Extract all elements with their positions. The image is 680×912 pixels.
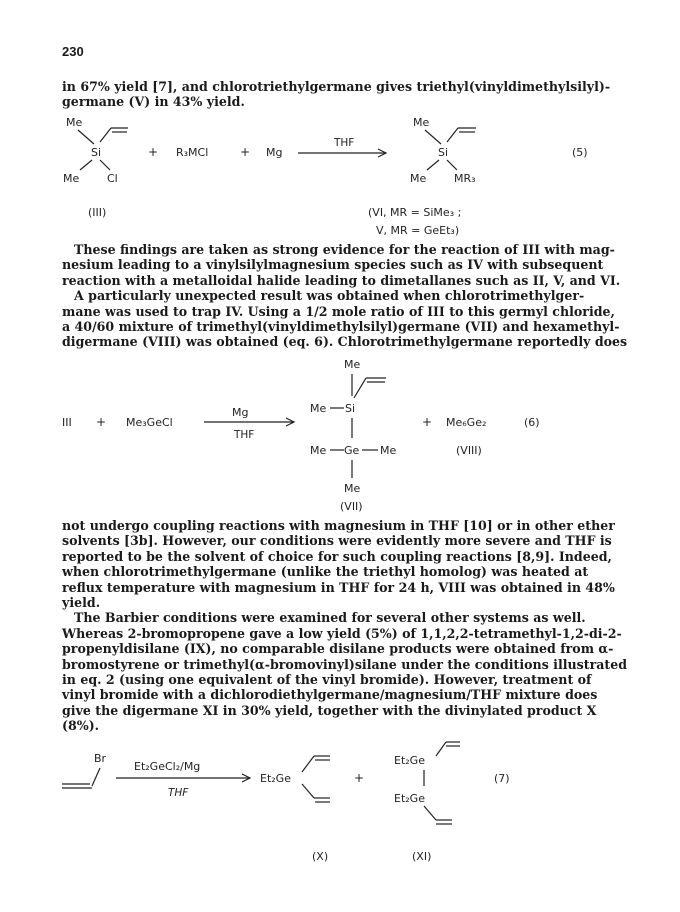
br-label: Br bbox=[94, 752, 107, 765]
me-label: Me bbox=[66, 116, 83, 129]
compound-label-viii: (VIII) bbox=[456, 444, 482, 457]
thf-label: THF bbox=[334, 137, 355, 149]
si-label: Si bbox=[345, 402, 356, 415]
text-line: a 40/60 mixture of trimethyl(vinyldimethylsilyl)germane (VII) and hexamethyl- bbox=[62, 319, 620, 335]
text-line: reaction with a metalloidal halide leading to dimetallanes such as II, V, and VI. bbox=[62, 272, 621, 288]
me-label: Me bbox=[310, 444, 327, 457]
si-label: Si bbox=[91, 146, 102, 159]
plus-sign: + bbox=[148, 145, 159, 159]
equation-7 bbox=[0, 740, 680, 880]
mr3-label: MR₃ bbox=[454, 172, 476, 185]
text-line: reflux temperature with magnesium in THF for 24 h, VIII was obtained in 48% bbox=[62, 579, 615, 595]
plus-sign: + bbox=[240, 145, 251, 159]
thf-label: THF bbox=[234, 429, 255, 441]
me-label: Me bbox=[63, 172, 80, 185]
text-line: Whereas 2-bromopropene gave a low yield (5%) of 1,1,2,2-tetramethyl-1,2-di-2- bbox=[62, 625, 622, 641]
mg-label: Mg bbox=[232, 406, 249, 419]
me-label: Me bbox=[410, 172, 427, 185]
compound-label-xi: (XI) bbox=[412, 850, 432, 863]
paragraph-findings bbox=[62, 242, 628, 350]
compound-label-vi: (VI, MR = SiMe₃ ; bbox=[368, 206, 462, 219]
text-line: nesium leading to a vinylsilylmagnesium species such as IV with subsequent bbox=[62, 257, 604, 273]
compound-label-v: V, MR = GeEt₃) bbox=[376, 224, 460, 237]
text-line: in eq. 2 (using one equivalent of the vinyl bromide). However, treatment of bbox=[62, 672, 592, 688]
text-line: when chlorotrimethylgermane (unlike the triethyl homolog) was heated at bbox=[62, 564, 589, 580]
text-line: in 67% yield [7], and chlorotriethylgermane gives triethyl(vinyldimethylsilyl)- bbox=[62, 79, 611, 94]
page-number: 230 bbox=[62, 44, 84, 59]
me-label: Me bbox=[344, 358, 361, 371]
me3gecl-label: Me₃GeCl bbox=[126, 416, 173, 429]
compound-label-x: (X) bbox=[312, 850, 329, 863]
text-line: vinyl bromide with a dichlorodiethylgermane/magnesium/THF mixture does bbox=[62, 687, 598, 703]
iii-label: III bbox=[62, 416, 72, 429]
text-line: These findings are taken as strong evidence for the reaction of III with mag- bbox=[74, 242, 615, 257]
text-line: reported to be the solvent of choice for such coupling reactions [8,9]. Indeed, bbox=[62, 548, 612, 564]
plus-sign: + bbox=[354, 771, 365, 785]
cl-label: Cl bbox=[107, 172, 118, 185]
et2ge-label: Et₂Ge bbox=[394, 754, 425, 767]
r3mcl-label: R₃MCl bbox=[176, 146, 209, 159]
et2ge-label: Et₂Ge bbox=[260, 772, 291, 785]
plus-sign: + bbox=[422, 415, 433, 429]
text-line: yield. bbox=[62, 595, 101, 611]
me-label: Me bbox=[380, 444, 397, 457]
plus-sign: + bbox=[96, 415, 107, 429]
text-line: give the digermane XI in 30% yield, together with the divinylated product X bbox=[62, 702, 597, 718]
equation-6 bbox=[0, 354, 680, 514]
me-label: Me bbox=[413, 116, 430, 129]
si-label: Si bbox=[438, 146, 449, 159]
compound-label-vii: (VII) bbox=[340, 500, 363, 513]
equation-number: (6) bbox=[524, 416, 540, 429]
me-label: Me bbox=[310, 402, 327, 415]
text-line: mane was used to trap IV. Using a 1/2 mole ratio of III to this germyl chloride, bbox=[62, 303, 615, 319]
equation-5 bbox=[0, 112, 680, 240]
text-line: bromostyrene or trimethyl(α-bromovinyl)silane under the conditions illustrated bbox=[62, 656, 628, 672]
ge-label: Ge bbox=[344, 444, 360, 457]
me-label: Me bbox=[344, 482, 361, 495]
text-line: not undergo coupling reactions with magnesium in THF [10] or in other ether bbox=[62, 518, 615, 533]
reagent-label: Et₂GeCl₂/Mg bbox=[134, 760, 201, 773]
text-line: solvents [3b]. However, our conditions were evidently more severe and THF is bbox=[62, 533, 612, 549]
equation-number: (7) bbox=[494, 772, 510, 785]
text-line: The Barbier conditions were examined for several other systems as well. bbox=[74, 610, 586, 626]
paragraph-intro bbox=[62, 79, 622, 110]
text-line: digermane (VIII) was obtained (eq. 6). Chlorotrimethylgermane reportedly does bbox=[62, 334, 628, 350]
thf-label: THF bbox=[168, 787, 189, 799]
et2ge-label: Et₂Ge bbox=[394, 792, 425, 805]
compound-label-iii: (III) bbox=[88, 206, 107, 219]
text-line: propenyldisilane (IX), no comparable disilane products were obtained from α- bbox=[62, 641, 614, 657]
equation-number: (5) bbox=[572, 146, 588, 159]
paragraph-coupling bbox=[62, 518, 628, 734]
text-line: germane (V) in 43% yield. bbox=[62, 94, 245, 110]
me6ge2-label: Me₆Ge₂ bbox=[446, 416, 487, 429]
text-line: A particularly unexpected result was obtained when chlorotrimethylger- bbox=[74, 288, 585, 304]
mg-label: Mg bbox=[266, 146, 283, 159]
text-line: (8%). bbox=[62, 718, 100, 734]
